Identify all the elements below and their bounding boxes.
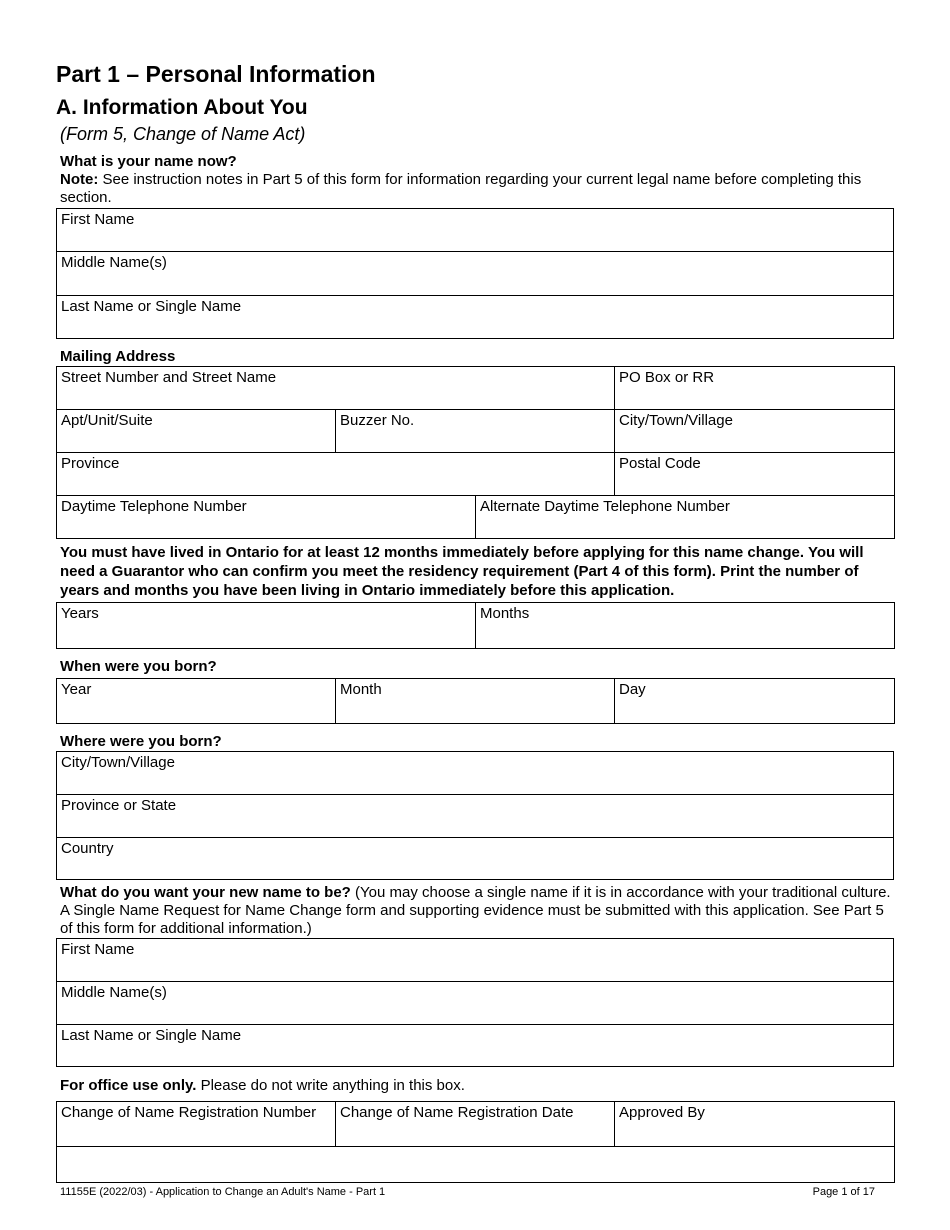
mailing-address-heading: Mailing Address <box>60 348 176 365</box>
day-phone-field[interactable] <box>57 496 476 539</box>
born-when-question: When were you born? <box>60 658 217 675</box>
current-last-name-field[interactable] <box>57 296 894 339</box>
current-last-name-label: Last Name or Single Name <box>61 298 242 315</box>
approved-by-field <box>615 1102 895 1147</box>
months-field[interactable] <box>476 603 895 649</box>
residency-instructions: You must have lived in Ontario for at least 12 months immediately before applying for this name change. You will need a Guarantor who can confirm you meet the residency requirement (Part 4 of this form). Print the number of years and months you have been living in Ontario immediately before this application. <box>60 544 864 599</box>
office-use-text: Please do not write anything in this box. <box>196 1077 465 1094</box>
birth-place-table <box>56 751 894 880</box>
street-label: Street Number and Street Name <box>61 369 277 386</box>
current-middle-name-field[interactable] <box>57 252 894 296</box>
alt-phone-label: Alternate Daytime Telephone Number <box>480 498 730 515</box>
birth-year-label: Year <box>61 681 92 698</box>
current-name-table <box>56 208 894 339</box>
apt-field[interactable] <box>57 410 336 453</box>
day-phone-label: Daytime Telephone Number <box>61 498 247 515</box>
page-number: Page 1 of 17 <box>812 1186 875 1198</box>
birth-date-table <box>56 678 895 724</box>
province-label: Province <box>61 455 120 472</box>
office-use-blank-row <box>57 1147 895 1183</box>
born-where-question: Where were you born? <box>60 733 222 750</box>
registration-date-label: Change of Name Registration Date <box>340 1104 574 1121</box>
current-name-note <box>56 171 894 207</box>
birth-province-field[interactable] <box>57 795 894 838</box>
postal-code-field[interactable] <box>615 453 895 496</box>
page-footer <box>60 1186 875 1198</box>
new-name-question: What do you want your new name to be? <box>60 884 351 901</box>
mailing-city-field[interactable] <box>615 410 895 453</box>
postal-code-label: Postal Code <box>619 455 701 472</box>
province-field[interactable] <box>57 453 615 496</box>
birth-month-field[interactable] <box>336 679 615 724</box>
new-name-instructions <box>56 884 894 938</box>
section-title: A. Information About You <box>56 96 308 119</box>
form-identifier: 11155E (2022/03) - Application to Change an Adult's Name - Part 1 <box>60 1186 386 1198</box>
current-name-question: What is your name now? <box>60 153 237 170</box>
po-box-label: PO Box or RR <box>619 369 715 386</box>
birth-day-label: Day <box>619 681 646 698</box>
months-label: Months <box>480 605 530 622</box>
registration-number-field <box>57 1102 336 1147</box>
birth-country-label: Country <box>61 840 114 857</box>
alt-phone-field[interactable] <box>476 496 895 539</box>
part-title: Part 1 – Personal Information <box>56 61 376 87</box>
form-page <box>56 58 894 1183</box>
new-last-name-field[interactable] <box>57 1025 894 1067</box>
note-label: Note: <box>60 171 99 188</box>
birth-month-label: Month <box>340 681 382 698</box>
new-first-name-field[interactable] <box>57 939 894 982</box>
new-first-name-label: First Name <box>61 941 135 958</box>
new-middle-name-field[interactable] <box>57 982 894 1025</box>
current-first-name-label: First Name <box>61 211 135 228</box>
birth-country-field[interactable] <box>57 838 894 880</box>
new-last-name-label: Last Name or Single Name <box>61 1027 242 1044</box>
residency-table <box>56 602 895 649</box>
buzzer-label: Buzzer No. <box>340 412 415 429</box>
office-use-table <box>56 1101 895 1183</box>
section-subtitle: (Form 5, Change of Name Act) <box>60 124 306 144</box>
note-text: See instruction notes in Part 5 of this form for information regarding your current legal name before completing this section. <box>60 171 862 206</box>
po-box-field[interactable] <box>615 367 895 410</box>
approved-by-label: Approved By <box>619 1104 705 1121</box>
mailing-address-table <box>56 366 895 539</box>
office-use-note <box>56 1077 894 1095</box>
current-middle-name-label: Middle Name(s) <box>61 254 167 271</box>
birth-year-field[interactable] <box>57 679 336 724</box>
new-name-explanation: (You may choose a single name if it is in accordance with your traditional culture. A Single Name Request for Name Change form and supporting evidence must be submitted with this application. See Part 5 of this form for additional information.) <box>60 884 891 937</box>
office-use-label: For office use only. <box>60 1077 197 1094</box>
registration-date-field <box>336 1102 615 1147</box>
birth-province-label: Province or State <box>61 797 177 814</box>
apt-label: Apt/Unit/Suite <box>61 412 153 429</box>
buzzer-field[interactable] <box>336 410 615 453</box>
registration-number-label: Change of Name Registration Number <box>61 1104 317 1121</box>
street-field[interactable] <box>57 367 615 410</box>
new-name-table <box>56 938 894 1067</box>
current-first-name-field[interactable] <box>57 209 894 252</box>
birth-day-field[interactable] <box>615 679 895 724</box>
years-field[interactable] <box>57 603 476 649</box>
mailing-city-label: City/Town/Village <box>619 412 733 429</box>
birth-city-label: City/Town/Village <box>61 754 175 771</box>
years-label: Years <box>61 605 99 622</box>
birth-city-field[interactable] <box>57 752 894 795</box>
new-middle-name-label: Middle Name(s) <box>61 984 167 1001</box>
